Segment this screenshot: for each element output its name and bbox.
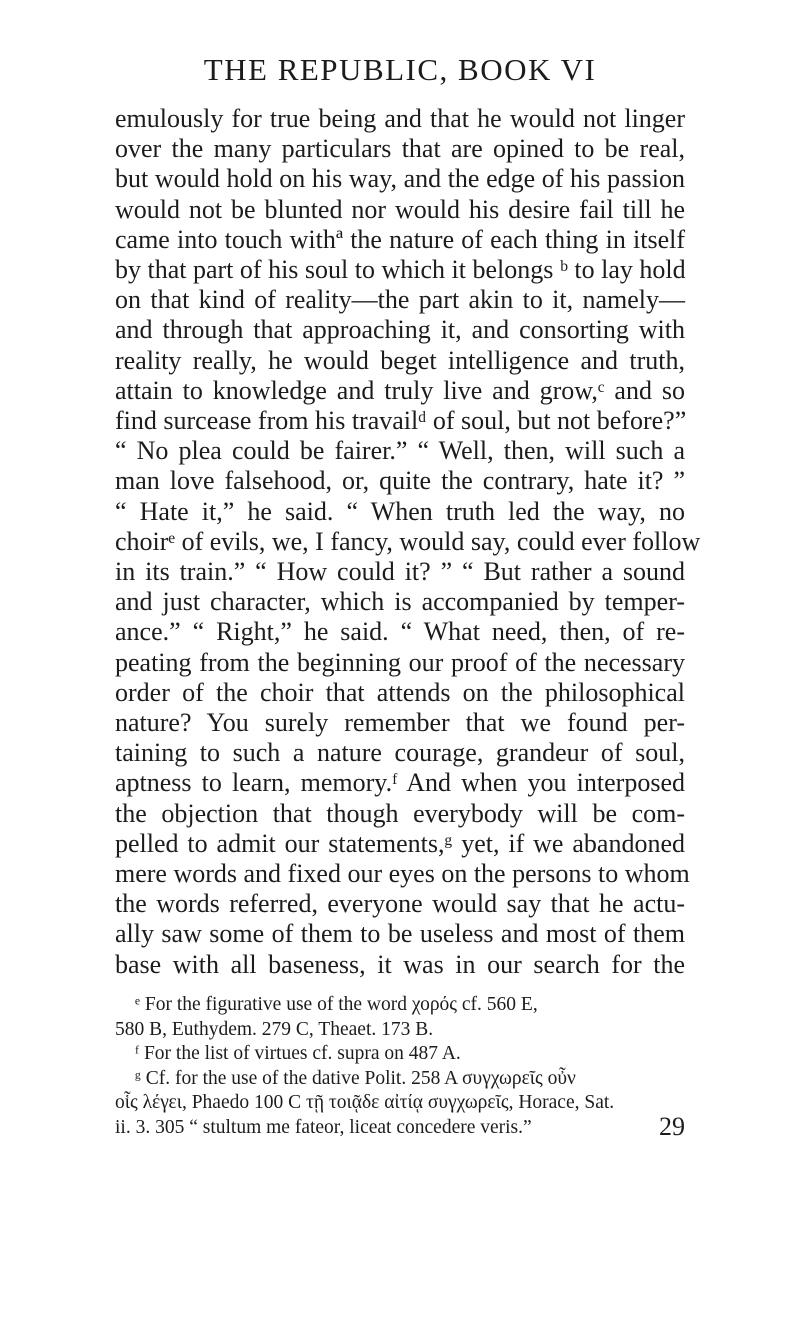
text-line: order of the choir that attends on the philosophical <box>115 677 685 707</box>
footnote-e-line-1: ᵉ For the figurative use of the word χορός cf. 560 E, <box>135 994 538 1015</box>
text-line: would not be blunted nor would his desire fail till he <box>115 194 685 224</box>
footnote-f: ᶠ For the list of virtues cf. supra on 487 A. <box>135 1043 461 1064</box>
text-line: attain to knowledge and truly live and grow,ᶜ and so <box>115 375 685 405</box>
text-line: mere words and fixed our eyes on the persons to whom <box>115 859 690 889</box>
text-line: nature? You surely remember that we found per- <box>115 708 685 738</box>
page-number: 29 <box>659 1112 685 1141</box>
text-line: emulously for true being and that he would not linger <box>115 104 685 133</box>
footnote-g-line-1: ᵍ Cf. for the use of the dative Polit. 258 A συγχωρεῖς οὖν <box>135 1067 576 1089</box>
text-line: choirᵉ of evils, we, I fancy, would say, could ever follow <box>115 526 701 556</box>
text-line: peating from the beginning our proof of the necessary <box>115 647 685 677</box>
footnotes <box>115 993 685 1140</box>
text-line: on that kind of reality—the part akin to it, namely— <box>115 285 685 315</box>
text-line: the words referred, everyone would say that he actu- <box>115 889 685 919</box>
text-line: find surcease from his travailᵈ of soul, but not before?” <box>115 406 687 436</box>
footnote-g-line-2: οἷς λέγει, Phaedo 100 C τῇ τοιᾷδε αἰτίᾳ συγχωρεῖς, Horace, Sat. <box>115 1092 615 1113</box>
main-text <box>115 104 701 980</box>
text-line: by that part of his soul to which it belongs ᵇ to lay hold <box>115 255 686 285</box>
text-line: pelled to admit our statements,ᵍ yet, if we abandoned <box>115 828 685 858</box>
footnote-g-line-3: ii. 3. 305 “ stultum me fateor, liceat concedere veris.” <box>115 1116 532 1138</box>
text-line: ance.” “ Right,” he said. “ What need, then, of re- <box>115 617 685 647</box>
text-line: and through that approaching it, and consorting with <box>115 315 685 345</box>
text-line: taining to such a nature courage, grandeur of soul, <box>115 738 685 768</box>
text-line: reality really, he would beget intelligence and truth, <box>115 345 685 375</box>
text-line: base with all baseness, it was in our search for the <box>115 949 685 979</box>
text-line: “ No plea could be fairer.” “ Well, then, will such a <box>115 436 685 466</box>
text-line: ally saw some of them to be useless and most of them <box>115 919 685 949</box>
text-line: in its train.” “ How could it? ” “ But rather a sound <box>115 557 685 587</box>
text-line: man love falsehood, or, quite the contrary, hate it? ” <box>115 466 685 496</box>
text-line: came into touch withª the nature of each thing in itself <box>115 224 685 254</box>
running-head: THE REPUBLIC, BOOK VI <box>203 52 597 87</box>
text-line: and just character, which is accompanied by temper- <box>115 587 685 617</box>
text-line: aptness to learn, memory.ᶠ And when you interposed <box>115 768 685 798</box>
text-line: the objection that though everybody will be com- <box>115 798 685 828</box>
text-line: but would hold on his way, and the edge of his passion <box>115 164 685 194</box>
text-line: “ Hate it,” he said. “ When truth led the way, no <box>115 496 685 526</box>
text-line: over the many particulars that are opined to be real, <box>115 134 685 164</box>
footnote-e-line-2: 580 B, Euthydem. 279 C, Theaet. 173 B. <box>115 1018 434 1040</box>
